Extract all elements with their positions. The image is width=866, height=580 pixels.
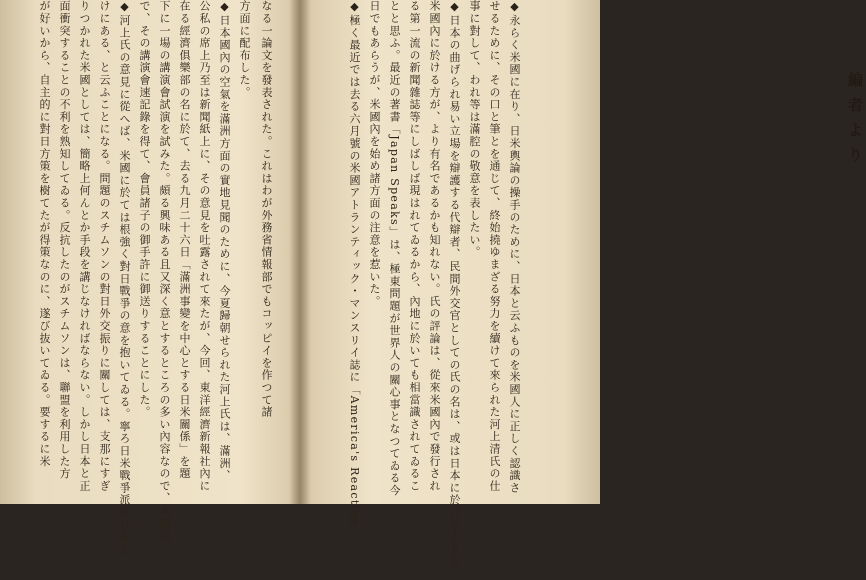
right-text-column: 日でもあらうが、米國內を始め諸方面の注意を惹いた。 bbox=[368, 0, 381, 308]
left-text-column: ◆日本國內の空氣を滿洲方面の實地見聞のために、今夏歸朝せられた河上氏は、滿洲、 bbox=[218, 0, 231, 482]
left-text-column: 公私の席上乃至は新聞紙上に、その意見を吐露されて來たが、今回、東洋經濟新報社內に bbox=[198, 0, 211, 492]
left-text-column: ◆河上氏の意見に從へば、米國に於ては根強く對日戰爭の意を抱いてゐる。寧ろ日米戰爭派は日本だ bbox=[118, 0, 131, 556]
right-text-column: ◆永らく米國に在り、日米輿論の操手のために、日本と云ふものを米國人に正しく認識さ bbox=[508, 0, 521, 494]
right-text-column: ◆極く最近では去る六月號の米國アトランティック・マンスリイ誌に「America's Reaction」 bbox=[348, 0, 361, 540]
left-text-column: で、その講演會速記錄を得て、會員諸子の御手許に御送りすることにした。 bbox=[138, 0, 151, 419]
right-text-column: せるために、その口と筆とを通じて、終始撓ゆまざる努力を續けて來られた河上清氏の仕 bbox=[488, 0, 501, 492]
right-text-column: 米國內に於ける方が、より有名であるかも知れない。氏の評論は、從來米國內で發行され bbox=[428, 0, 441, 492]
left-text-column: りつかれた米國としては、簡略上何んとか手段を講じなければならない。しかし日本と正 bbox=[78, 0, 91, 492]
left-text-column: が好いから、自主的に對日方策を樹てたが得策なのに、遂び抜いてゐる。要するに米 bbox=[38, 0, 51, 468]
left-text-column: けにある、と云ふことになる。問題のスチムソンの對日外交振りに關しては、支那にすぎ bbox=[98, 0, 111, 492]
right-text-column: 事に對して、われ等は滿腔の敬意を表したい。 bbox=[468, 0, 481, 259]
right-text-column: る第一流の新聞雜誌等にしばしば現はれてゐるから、內地に於いても相當識されてゐるこ bbox=[408, 0, 421, 492]
left-text-column: 面衝突することの不利を熟知してゐる。反抗したのがスチムソンは、聯盟を利用した方 bbox=[58, 0, 71, 480]
left-text-column: 方面に配布した。 bbox=[238, 0, 251, 99]
section-heading: 編者より bbox=[846, 72, 864, 172]
left-text-column: 下に一場の講演會試演を試みた。頗る興味ある且又深く意とするところの多い內容なので、本通信 bbox=[158, 0, 171, 542]
right-text-column: とと思ふ。最近の著書「Japan Speaks」は、極東問題が世界人の關心事となつてゐる今 bbox=[388, 0, 401, 497]
running-note: なる一論文を發表された。これはわが外務省情報部でもコッピイを作つて諸 bbox=[260, 0, 273, 419]
left-page bbox=[0, 0, 298, 556]
left-text-column: 在る經濟俱樂部の名に於て、去る九月二十六日「滿洲事變を中心とする日米關係」を題 bbox=[178, 0, 191, 480]
right-page bbox=[302, 0, 864, 580]
right-text-column: ◆日本の曲げられ易い立場を辯護する代辯者、民間外交官としての氏の名は、或は日本に於けるよりも、 bbox=[448, 0, 461, 580]
